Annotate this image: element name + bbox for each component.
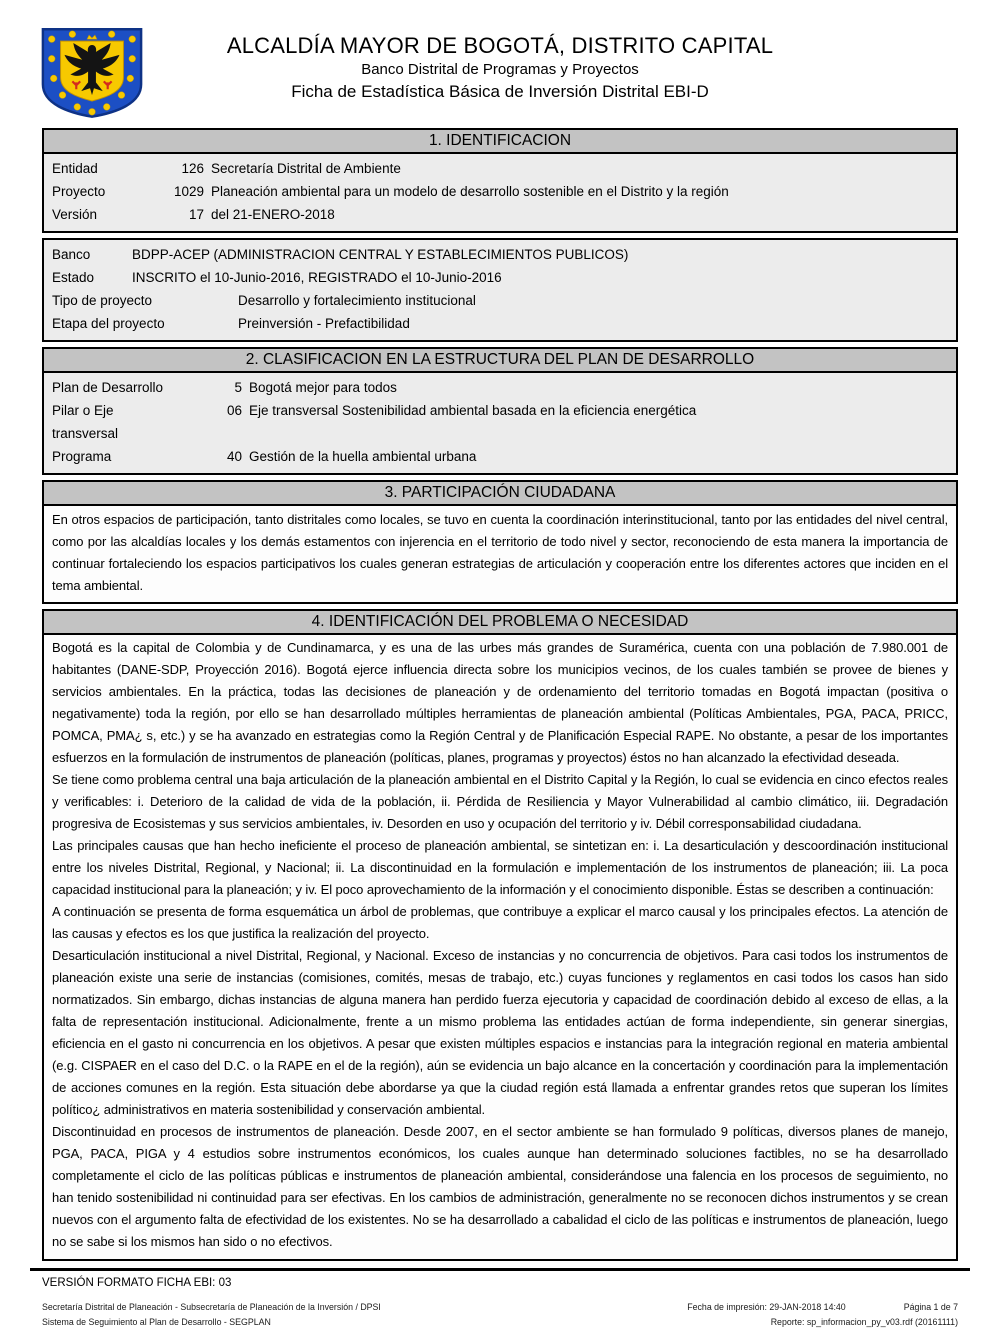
problema-paragraph-3: Las principales causas que han hecho ineficiente el proceso de planeación ambiental, se sintetizan en: i. La desarticulación y descoordinación institucional entre los niveles Distrital, Regional, y Nacional; ii. La discontinuidad en la formulación e implementación de los instrumentos de planeación; iii. La poca capacidad institucional para la planeación; y iv. El poco aprovechamiento de la información y el conocimiento disponible. Éstas se describen a continuación: [52, 838, 948, 897]
tipo-proyecto-value: Desarrollo y fortalecimiento institucional [238, 293, 476, 308]
entidad-code: 126 [181, 161, 204, 176]
footer-row-1 [42, 1300, 958, 1315]
programa-code: 40 [226, 449, 242, 464]
entidad-label: Entidad [52, 161, 98, 176]
row-etapa-proyecto [52, 312, 948, 335]
proyecto-value: Planeación ambiental para un modelo de desarrollo sostenible en el Distrito y la región [211, 184, 729, 199]
entidad-value: Secretaría Distrital de Ambiente [211, 161, 401, 176]
problema-paragraph-4: A continuación se presenta de forma esquemática un árbol de problemas, que contribuye a explicar el marco causal y los principales efectos. La atención de las causas y efectos es los que justifica la realización del proyecto. [52, 904, 948, 941]
footer-divider [30, 1268, 970, 1271]
pilar-eje-code: 06 [226, 403, 242, 418]
footer-version-line: VERSIÓN FORMATO FICHA EBI: 03 [42, 1277, 232, 1289]
version-date: del 21-ENERO-2018 [211, 207, 335, 222]
row-pilar-eje [52, 399, 948, 445]
footer-print-date: Fecha de impresión: 29-JAN-2018 14:40 [687, 1302, 846, 1312]
plan-desarrollo-code: 5 [234, 380, 242, 395]
tipo-proyecto-label: Tipo de proyecto [52, 293, 153, 308]
problema-paragraph-6: Discontinuidad en procesos de instrumentos de planeación. Desde 2007, en el sector ambiente se han formulado 9 políticas, diversos planes de manejo, PGA, PACA, PIGA y 4 estudios sobre instrumentos económicos, los cuales aunque han determinado soluciones factibles, no se ha desarrollado completamente el ciclo de las políticas públicas e instrumentos de planeación ambiental, considerándose una falencia en los procesos de seguimiento, no han tenido sostenibilidad ni continuidad para ser efectivas. En los cambios de administración, generalmente no se reconocen dichos instrumentos y se crean nuevos con el argumento falta de efectividad de los existentes. No se ha desarrollado a cabalidad el ciclo de las políticas e instrumentos de planeación, luego no se sabe si los mismos han sido o no efectivos. [52, 1124, 948, 1249]
footer-report-name: Reporte: sp_informacion_py_v03.rdf (20161111) [770, 1317, 958, 1327]
version-number: 17 [188, 207, 204, 222]
section-4-problema [42, 609, 958, 1261]
row-programa [52, 445, 948, 468]
problema-paragraph-5: Desarticulación institucional a nivel Distrital, Regional, y Nacional. Exceso de instancias y no concurrencia de objetivos. Para casi todos los instrumentos de planeación existe una serie de instancias (comisiones, comités, mesas de trabajo, etc.) cuyas funciones y reglamentos en casi todos los casos han sido normatizados. Sin embargo, dichas instancias de alguna manera han perdido fuerza ejecutoria y capacidad de coordinación debido al exceso de ellas, a la falta de representación institucional. Adicionalmente, frente a un mismo problema las entidades actúan de forma independiente, sin generar sinergias, eficiencia en el gasto ni concurrencia en los objetivos. A pesar que existen múltiples espacios e instancias para la integración regional en materia ambiental (e.g. CISPAER en el caso del D.C. o la RAPE en el de la región), aún se evidencia un bajo alcance en la concertación y coordinación para la implementación de acciones comunes en la región. Esta situación debe abordarse ya que la ciudad región está llamada a enfrentar grandes retos que superan los límites político¿ administrativos en materia sostenibilidad y conservación ambiental. [52, 948, 948, 1117]
section-3-participacion [42, 480, 958, 604]
footer-entity-line-2: Sistema de Seguimiento al Plan de Desarrollo - SEGPLAN [42, 1317, 271, 1327]
plan-desarrollo-value: Bogotá mejor para todos [249, 380, 397, 395]
plan-desarrollo-label: Plan de Desarrollo [52, 380, 164, 395]
proyecto-code: 1029 [173, 184, 204, 199]
etapa-proyecto-label: Etapa del proyecto [52, 316, 165, 331]
proyecto-label: Proyecto [52, 184, 106, 199]
section-3-body [44, 506, 956, 602]
version-label: Versión [52, 207, 98, 222]
pilar-eje-label: Pilar o Eje transversal [52, 403, 119, 441]
section-2-title: 2. CLASIFICACION EN LA ESTRUCTURA DEL PLAN DE DESARROLLO [44, 349, 956, 373]
section-3-title: 3. PARTICIPACIÓN CIUDADANA [44, 482, 956, 506]
programa-value: Gestión de la huella ambiental urbana [249, 449, 477, 464]
row-entidad [52, 157, 948, 180]
banco-value: BDPP-ACEP (ADMINISTRACION CENTRAL Y ESTABLECIMIENTOS PUBLICOS) [132, 247, 629, 262]
banco-label: Banco [52, 247, 91, 262]
section-4-body [44, 635, 956, 1259]
row-version [52, 203, 948, 226]
section-1-rows-b [44, 240, 956, 340]
document-header [42, 26, 958, 122]
problema-paragraph-2: Se tiene como problema central una baja articulación de la planeación ambiental en el Distrito Capital y la Región, lo cual se evidencia en cinco efectos reales y verificables: i. Deterioro de la calidad de vida de la población, ii. Pérdida de Resiliencia y Mayor Vulnerabilidad al cambio climático, iii. Degradación progresiva de Ecosistemas y sus servicios ambientales, iv. Desorden en uso y ocupación del territorio y iv. Débil corresponsabilidad ciudadana. [52, 772, 948, 831]
coat-of-arms-icon [37, 26, 147, 119]
footer-page-number: Página 1 de 7 [903, 1302, 958, 1312]
section-1-detail-block [42, 238, 958, 342]
footer-row-2 [42, 1315, 958, 1330]
section-1-identificacion [42, 128, 958, 233]
problema-paragraph-1: Bogotá es la capital de Colombia y de Cundinamarca, y es una de las urbes más grandes de Suramérica, cuenta con una población de 7.980.001 de habitantes (DANE-SDP, Proyección 2016). Bogotá ejerce influencia directa sobre los municipios vecinos, de los cuales también se provee de bienes y servicios ambientales. En la práctica, todas las decisiones de planeación y de ordenamiento del territorio tomadas en Bogotá impactan (positiva o negativamente) toda la región, por ello se han desarrollado múltiples herramientas de planeación ambiental (Políticas Ambientales, PGA, PACA, PRICC, POMCA, PMA¿ s, etc.) y se ha avanzado en estrategias como la Región Central y de Planificación Especial RAPE. No obstante, a pesar de los importantes esfuerzos en la formulación de instrumentos de planeación (políticas, planes, programas y proyectos) éstos no han alcanzado la efectividad deseada. [52, 640, 948, 765]
estado-label: Estado [52, 270, 95, 285]
main-title: ALCALDÍA MAYOR DE BOGOTÁ, DISTRITO CAPITAL [226, 33, 774, 58]
row-banco [52, 243, 948, 266]
section-2-rows [44, 373, 956, 473]
section-2-clasificacion [42, 347, 958, 475]
subtitle-ficha: Ficha de Estadística Básica de Inversión Distrital EBI-D [291, 82, 709, 101]
title-block [42, 26, 958, 103]
section-4-title: 4. IDENTIFICACIÓN DEL PROBLEMA O NECESIDAD [44, 611, 956, 635]
participacion-paragraph: En otros espacios de participación, tanto distritales como locales, se tuvo en cuenta la coordinación interinstitucional, tanto por las entidades del nivel central, como por las alcaldías locales y los demás estamentos con injerencia en el territorio de todo nivel y sector, reconociendo de esta manera la importancia de continuar fortaleciendo los espacios participativos los cuales generan estrategias de articulación y cooperación entre los diferentes actores que inciden en el tema ambiental. [52, 512, 948, 593]
bogota-coat-of-arms-logo [37, 26, 147, 124]
row-proyecto [52, 180, 948, 203]
row-plan-desarrollo [52, 376, 948, 399]
programa-label: Programa [52, 449, 112, 464]
section-1-title: 1. IDENTIFICACION [44, 130, 956, 154]
subtitle-banco: Banco Distrital de Programas y Proyectos [361, 61, 639, 78]
footer-right-group [687, 1300, 958, 1315]
etapa-proyecto-value: Preinversión - Prefactibilidad [238, 316, 410, 331]
pilar-eje-value: Eje transversal Sostenibilidad ambiental basada en la eficiencia energética [249, 403, 697, 418]
section-1-rows-a [44, 154, 956, 231]
row-estado [52, 266, 948, 289]
estado-value: INSCRITO el 10-Junio-2016, REGISTRADO el 10-Junio-2016 [132, 270, 502, 285]
row-tipo-proyecto [52, 289, 948, 312]
footer-entity-line-1: Secretaría Distrital de Planeación - Subsecretaría de Planeación de la Inversión / DPSI [42, 1302, 381, 1312]
